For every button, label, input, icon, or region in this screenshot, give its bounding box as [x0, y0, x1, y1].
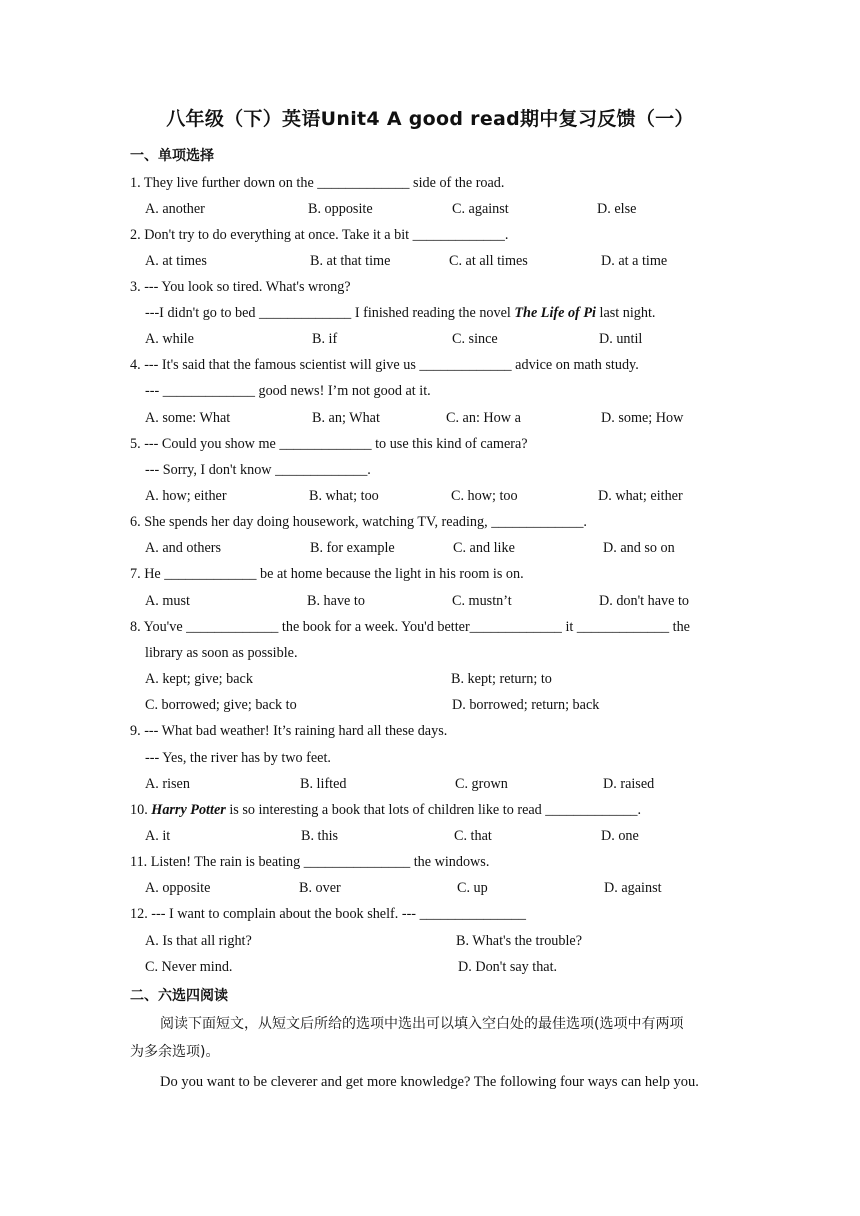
question-10-stem	[130, 801, 641, 819]
question-4-stem: 4. --- It's said that the famous scientist will give us _____________ advice on math study.	[130, 357, 639, 373]
q2-option-a: A. at times	[145, 253, 207, 269]
q5-option-b: B. what; too	[309, 488, 379, 504]
q2-option-d: D. at a time	[601, 253, 668, 269]
q11-option-b: B. over	[299, 880, 341, 896]
q5-option-d: D. what; either	[598, 488, 683, 504]
q4-option-d: D. some; How	[601, 410, 684, 426]
q10-option-a: A. it	[145, 828, 171, 844]
q2-option-c: C. at all times	[449, 253, 528, 269]
question-8-stem: 8. You've _____________ the book for a week. You'd better_____________ it _____________ the	[130, 619, 690, 635]
question-1-stem: 1. They live further down on the _____________ side of the road.	[130, 175, 505, 191]
q9-option-a: A. risen	[145, 776, 190, 792]
q2-option-b: B. at that time	[310, 253, 391, 269]
q10-option-c: C. that	[454, 828, 492, 844]
q9-option-d: D. raised	[603, 776, 655, 792]
q1-option-d: D. else	[597, 201, 637, 217]
question-4-line2: --- _____________ good news! I’m not good at it.	[145, 383, 431, 399]
q5-option-c: C. how; too	[451, 488, 518, 504]
q7-option-c: C. mustn’t	[452, 593, 512, 609]
q3-option-b: B. if	[312, 331, 338, 347]
q10-book-title: Harry Potter	[151, 802, 226, 818]
question-11-stem: 11. Listen! The rain is beating _______________ the windows.	[130, 854, 490, 870]
reading-instruction-line1: 阅读下面短文，从短文后所给的选项中选出可以填入空白处的最佳选项(选项中有两项	[160, 1016, 684, 1032]
question-3-stem: 3. --- You look so tired. What's wrong?	[130, 279, 351, 295]
q4-option-b: B. an; What	[312, 410, 380, 426]
q1-option-c: C. against	[452, 201, 509, 217]
q4-option-c: C. an: How a	[446, 410, 521, 426]
question-7-stem: 7. He _____________ be at home because the light in his room is on.	[130, 566, 524, 582]
q8-option-a: A. kept; give; back	[145, 671, 253, 687]
q10-option-d: D. one	[601, 828, 639, 844]
q7-option-d: D. don't have to	[599, 593, 690, 609]
q10-stem-text: is so interesting a book that lots of children like to read _____________.	[225, 802, 642, 818]
question-3-line2	[145, 304, 655, 322]
question-5-line2: --- Sorry, I don't know _____________.	[145, 462, 371, 478]
q3-line2-post: last night.	[595, 305, 656, 321]
q12-option-c: C. Never mind.	[145, 959, 233, 975]
question-2-stem: 2. Don't try to do everything at once. Take it a bit _____________.	[130, 227, 509, 243]
q12-option-b: B. What's the trouble?	[456, 933, 583, 949]
section-heading-single-choice: 一、单项选择	[130, 148, 214, 164]
q5-option-a: A. how; either	[145, 488, 227, 504]
q8-option-d: D. borrowed; return; back	[452, 697, 600, 713]
q10-number: 10.	[130, 802, 152, 818]
q8-option-b: B. kept; return; to	[451, 671, 552, 687]
q3-option-a: A. while	[145, 331, 194, 347]
q1-option-b: B. opposite	[308, 201, 373, 217]
question-5-stem: 5. --- Could you show me _____________ to use this kind of camera?	[130, 436, 528, 452]
question-6-stem: 6. She spends her day doing housework, watching TV, reading, _____________.	[130, 514, 587, 530]
q11-option-c: C. up	[457, 880, 488, 896]
q6-option-d: D. and so on	[603, 540, 675, 556]
q3-book-title: The Life of Pi	[514, 305, 596, 321]
q6-option-c: C. and like	[453, 540, 515, 556]
question-12-stem: 12. --- I want to complain about the book shelf. --- _______________	[130, 906, 526, 922]
q6-option-a: A. and others	[145, 540, 222, 556]
q11-option-a: A. opposite	[145, 880, 211, 896]
q4-option-a: A. some: What	[145, 410, 231, 426]
q6-option-b: B. for example	[310, 540, 395, 556]
q7-option-a: A. must	[145, 593, 190, 609]
reading-instruction-line2: 为多余选项)。	[130, 1044, 220, 1060]
q3-line2-pre: ---I didn't go to bed _____________ I finished reading the novel	[145, 305, 515, 321]
question-9-stem: 9. --- What bad weather! It’s raining hard all these days.	[130, 723, 448, 739]
question-8-line2: library as soon as possible.	[145, 645, 298, 661]
q10-option-b: B. this	[301, 828, 339, 844]
question-9-line2: --- Yes, the river has by two feet.	[145, 750, 331, 766]
page-title: 八年级（下）英语Unit4 A good read期中复习反馈（一）	[166, 108, 694, 130]
q12-option-a: A. Is that all right?	[145, 933, 252, 949]
q7-option-b: B. have to	[307, 593, 365, 609]
q8-option-c: C. borrowed; give; back to	[145, 697, 297, 713]
q9-option-c: C. grown	[455, 776, 508, 792]
section-heading-reading: 二、六选四阅读	[130, 988, 228, 1004]
q11-option-d: D. against	[604, 880, 662, 896]
q1-option-a: A. another	[145, 201, 205, 217]
q3-option-d: D. until	[599, 331, 643, 347]
q9-option-b: B. lifted	[300, 776, 347, 792]
q12-option-d: D. Don't say that.	[458, 959, 558, 975]
q3-option-c: C. since	[452, 331, 498, 347]
reading-passage-line1: Do you want to be cleverer and get more knowledge? The following four ways can help you.	[160, 1074, 699, 1090]
